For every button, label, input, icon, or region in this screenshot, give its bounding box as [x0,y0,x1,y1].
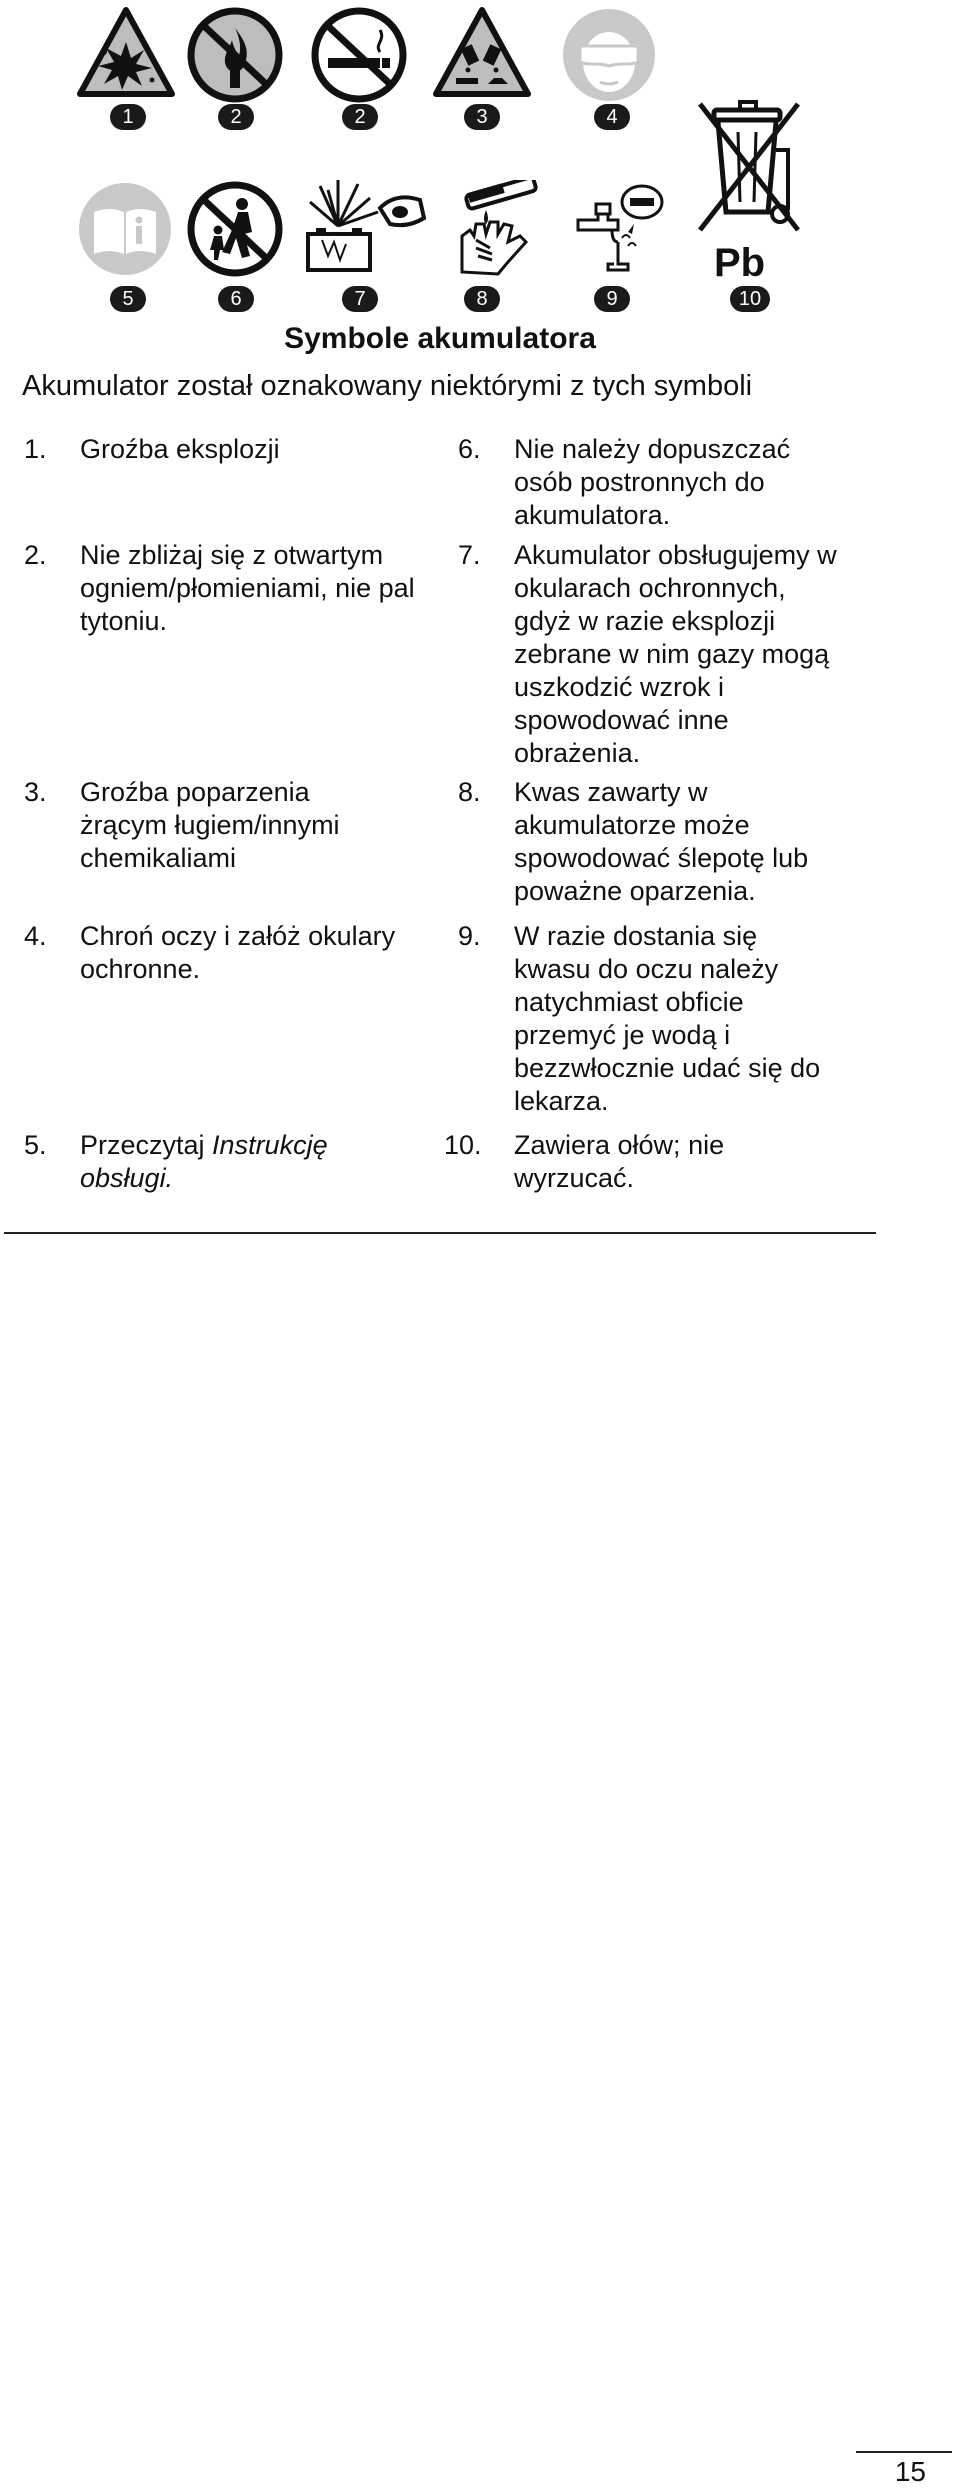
no-bin-pb-icon [692,90,806,286]
corrosive-warning-icon [432,6,532,100]
symbol-badge: 8 [464,286,500,312]
item-text: Groźba eksplozji [80,434,280,464]
symbol-badge: 2 [342,104,378,130]
item-number: 1. [24,434,47,464]
item-text: Akumulator obsługujemy w okularach ochronnych, gdyż w razie eksplozji zebrane w nim gazy mogą uszkodzić wzrok i spowodować inne obrażenia. [514,540,837,768]
manual-title: Instrukcję obsługi. [80,1130,328,1193]
item-number: 5. [24,1130,47,1160]
item-number: 10. [444,1130,482,1160]
item-number: 9. [458,921,481,951]
explosion-warning-icon [76,6,176,100]
symbol-badge: 9 [594,286,630,312]
item-text: Kwas zawarty w akumulatorze może spowodować ślepotę lub poważne oparzenia. [514,777,809,906]
symbol-badge: 1 [110,104,146,130]
acid-on-hand-icon [446,180,552,280]
battery-explosion-goggles-icon [300,176,430,276]
item-text: W razie dostania się kwasu do oczu należy natychmiast obficie przemyć je wodą i bezzwłocznie udać się do lekarza. [514,921,821,1116]
symbol-badge: 10 [730,286,770,312]
eye-protection-icon [560,6,658,104]
item-number: 6. [458,434,481,464]
symbol-badge: 3 [464,104,500,130]
pb-label: Pb [714,241,766,285]
no-fire-icon [186,6,284,104]
item-text: Chroń oczy i załóż okulary ochronne. [80,921,396,984]
item-number: 7. [458,540,481,570]
symbol-badge: 5 [110,286,146,312]
rinse-eyes-icon [568,180,670,280]
section-divider [4,1232,876,1234]
section-title: Symbole akumulatora [284,322,596,355]
section-subtitle: Akumulator został oznakowany niektórymi z tych symboli [22,370,753,402]
page-number: 15 [894,2456,926,2487]
item-text: Nie zbliżaj się z otwartym ogniem/płomieniami, nie pal tytoniu. [80,540,415,636]
item-text [80,1129,400,1195]
item-number: 3. [24,777,47,807]
no-smoking-icon [310,6,408,104]
read-manual-icon [76,180,174,278]
keep-children-away-icon [186,180,284,278]
item-text-plain: Przeczytaj [80,1130,213,1160]
footer-rule [856,2451,952,2453]
symbol-badge: 7 [342,286,378,312]
item-number: 8. [458,777,481,807]
item-text: Zawiera ołów; nie wyrzucać. [514,1130,725,1193]
symbol-badge: 6 [218,286,254,312]
symbol-badge: 4 [594,104,630,130]
item-number: 2. [24,540,47,570]
symbol-badge: 2 [218,104,254,130]
item-text: Nie należy dopuszczać osób postronnych do akumulatora. [514,434,791,530]
item-number: 4. [24,921,47,951]
item-text: Groźba poparzenia żrącym ługiem/innymi chemikaliami [80,777,340,873]
